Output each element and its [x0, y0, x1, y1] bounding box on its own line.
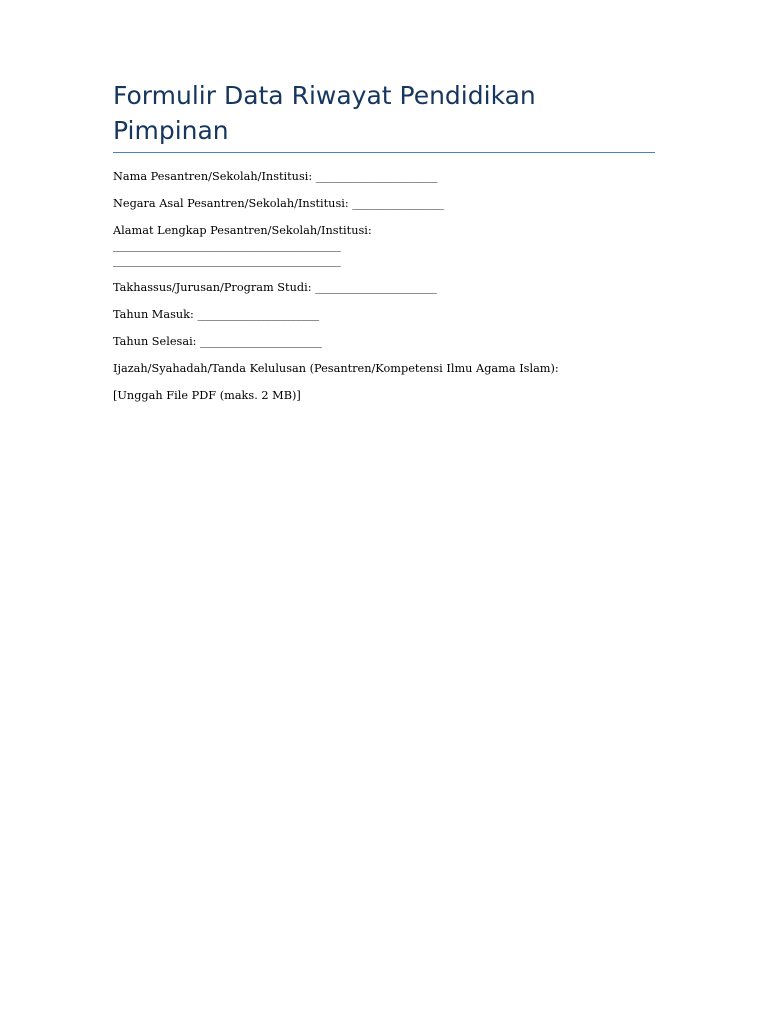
field-nama-blank[interactable]: ________________________	[315, 170, 437, 183]
field-alamat-blank-2[interactable]: _____________________________________________	[113, 254, 341, 267]
field-upload	[113, 388, 655, 403]
field-negara	[113, 196, 655, 211]
field-alamat-blank-1[interactable]: _____________________________________________	[113, 239, 341, 252]
field-tahun-masuk-blank[interactable]: ________________________	[197, 308, 319, 321]
title-underline	[113, 152, 655, 153]
upload-file-link[interactable]: [Unggah File PDF (maks. 2 MB)]	[113, 389, 301, 402]
field-ijazah-label: Ijazah/Syahadah/Tanda Kelulusan (Pesantren/Kompetensi Ilmu Agama Islam):	[113, 362, 559, 375]
form-title: Formulir Data Riwayat Pendidikan Pimpinan	[113, 81, 536, 145]
field-alamat-label: Alamat Lengkap Pesantren/Sekolah/Institusi:	[113, 224, 372, 237]
document-page	[113, 78, 655, 415]
field-alamat	[113, 223, 655, 268]
field-takhassus-blank[interactable]: ________________________	[315, 281, 437, 294]
field-tahun-selesai-label: Tahun Selesai:	[113, 335, 197, 348]
field-negara-blank[interactable]: __________________	[352, 197, 444, 210]
field-nama	[113, 169, 655, 184]
field-takhassus	[113, 280, 655, 295]
field-takhassus-label: Takhassus/Jurusan/Program Studi:	[113, 281, 312, 294]
field-tahun-selesai	[113, 334, 655, 349]
field-tahun-masuk	[113, 307, 655, 322]
field-nama-label: Nama Pesantren/Sekolah/Institusi:	[113, 170, 313, 183]
field-tahun-selesai-blank[interactable]: ________________________	[200, 335, 322, 348]
field-tahun-masuk-label: Tahun Masuk:	[113, 308, 194, 321]
field-negara-label: Negara Asal Pesantren/Sekolah/Institusi:	[113, 197, 349, 210]
field-ijazah	[113, 361, 655, 376]
